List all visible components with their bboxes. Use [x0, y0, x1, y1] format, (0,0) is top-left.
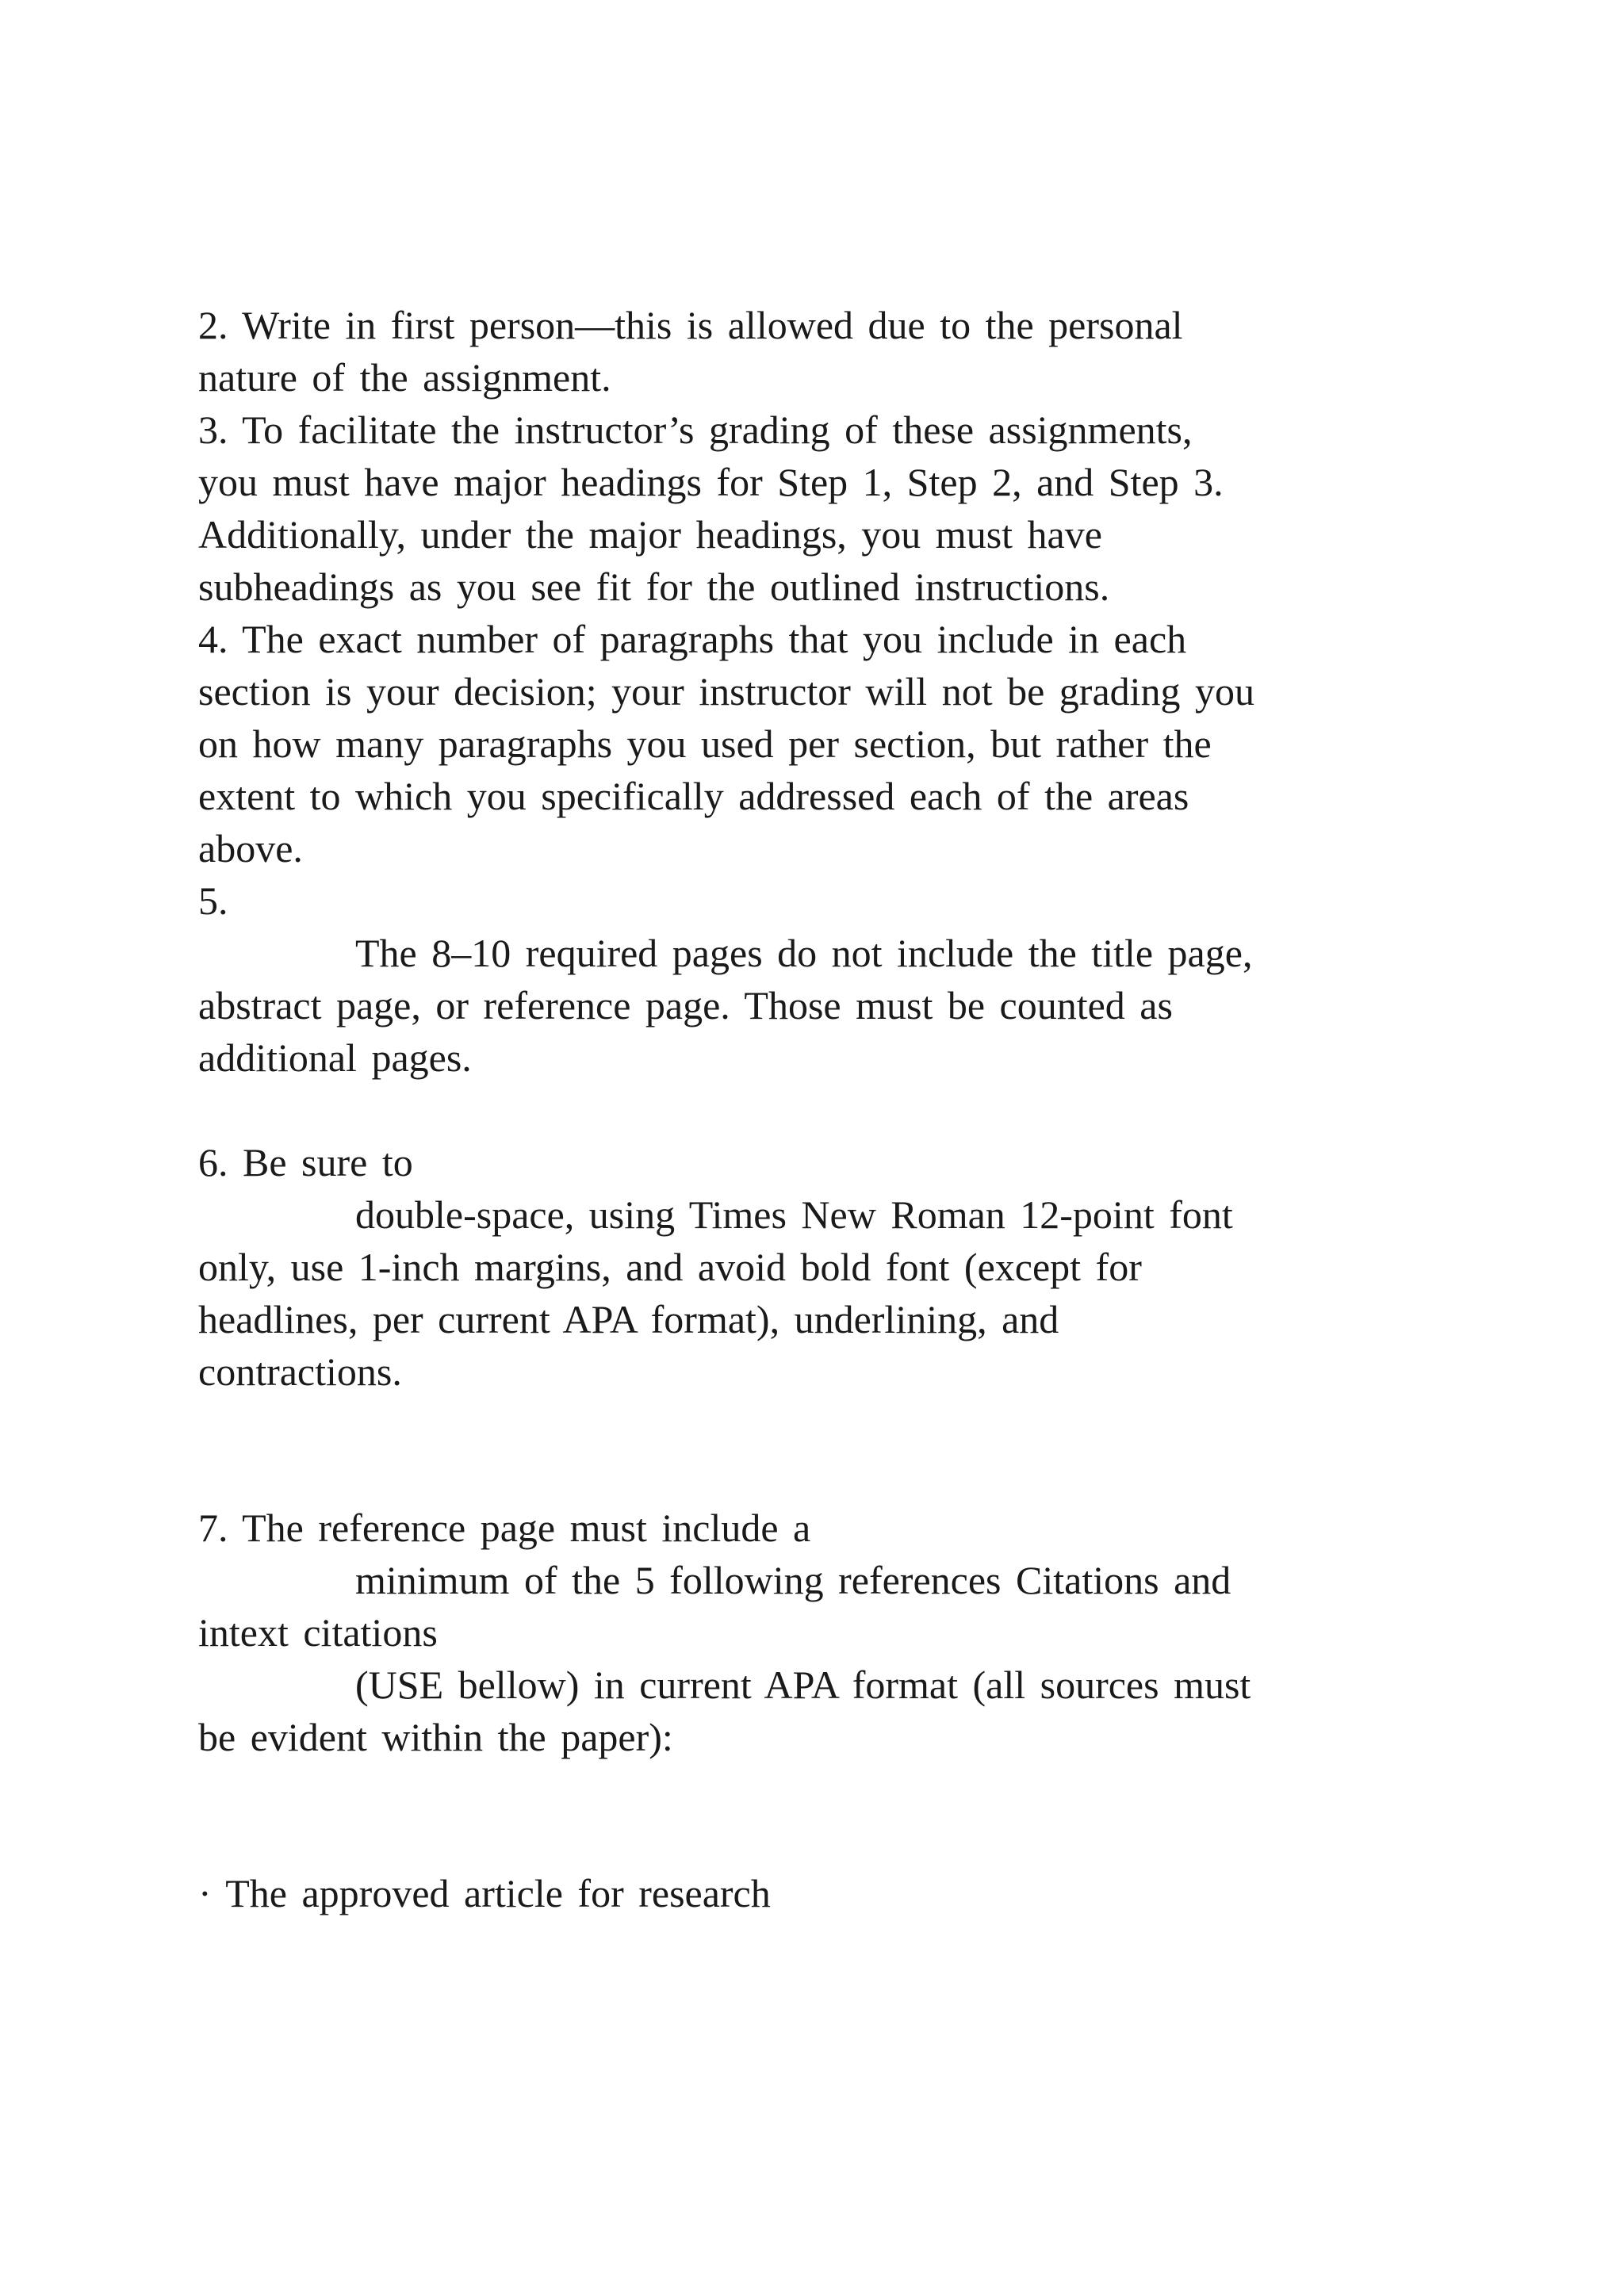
- text-line: additional pages.: [198, 1035, 472, 1080]
- text-line: be evident within the paper):: [198, 1715, 673, 1759]
- list-item: · The approved article for research: [198, 1871, 771, 1915]
- text-line: contractions.: [198, 1349, 402, 1394]
- text-line: headlines, per current APA format), underlining, and: [198, 1297, 1059, 1341]
- text-line: minimum of the 5 following references Citations and: [355, 1558, 1231, 1602]
- text-line: (USE bellow) in current APA format (all sources must: [355, 1663, 1251, 1707]
- text-line: 5.: [198, 878, 228, 923]
- text-line: The 8–10 required pages do not include the title page,: [355, 931, 1253, 975]
- text-line: 3. To facilitate the instructor’s grading of these assignments,: [198, 408, 1193, 452]
- text-line: double-space, using Times New Roman 12-point font: [355, 1192, 1233, 1237]
- text-line: nature of the assignment.: [198, 355, 611, 400]
- text-line: Additionally, under the major headings, you must have: [198, 512, 1102, 557]
- text-line: abstract page, or reference page. Those must be counted as: [198, 983, 1173, 1027]
- text-line: only, use 1-inch margins, and avoid bold font (except for: [198, 1245, 1142, 1289]
- text-line: you must have major headings for Step 1, Step 2, and Step 3.: [198, 460, 1224, 504]
- text-line: extent to which you specifically addressed each of the areas: [198, 774, 1189, 818]
- text-line: intext citations: [198, 1610, 438, 1655]
- text-line: on how many paragraphs you used per section, but rather the: [198, 721, 1212, 766]
- text-line: above.: [198, 826, 303, 871]
- text-line: subheadings as you see fit for the outlined instructions.: [198, 564, 1110, 609]
- text-line: 4. The exact number of paragraphs that you include in each: [198, 617, 1187, 661]
- text-line: 2. Write in first person—this is allowed due to the personal: [198, 303, 1183, 347]
- text-line: 7. The reference page must include a: [198, 1506, 811, 1550]
- text-line: section is your decision; your instructor will not be grading you: [198, 669, 1255, 714]
- text-line: 6. Be sure to: [198, 1140, 413, 1184]
